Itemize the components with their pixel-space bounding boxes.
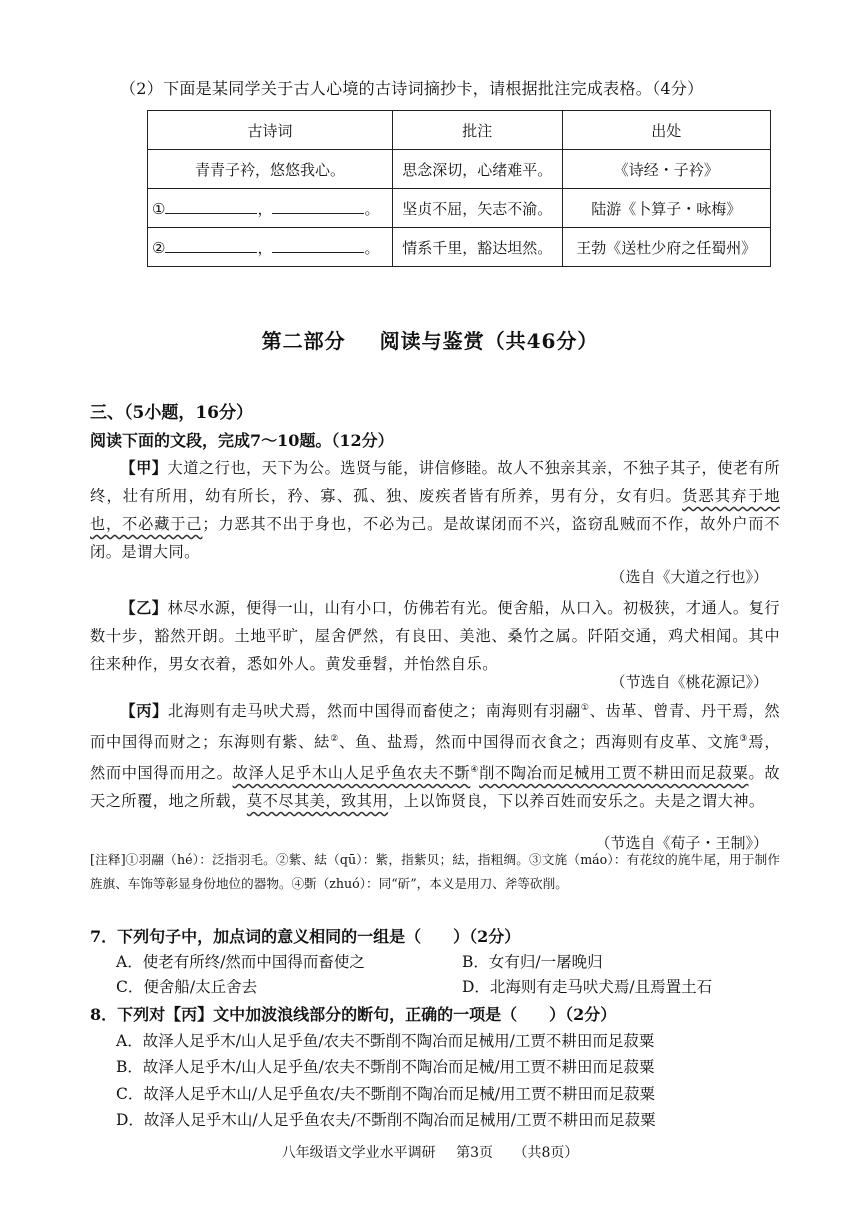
section-heading: 三、（5小题，16分） xyxy=(90,403,253,423)
table-row xyxy=(148,189,771,228)
footnote-mark: ③ xyxy=(739,734,749,745)
passage-jia xyxy=(90,454,780,566)
passage-yi xyxy=(90,594,780,678)
answer-blank[interactable] xyxy=(165,199,257,214)
page-footer xyxy=(0,1142,860,1162)
q7-option-c[interactable]: C．便舍船/太丘舍去 xyxy=(116,978,258,996)
part-title xyxy=(0,325,860,354)
q7-option-b[interactable]: B．女有归/一屠晚归 xyxy=(462,953,603,971)
note-cell: 情系千里，豁达坦然。 xyxy=(393,228,563,267)
passage-text: 大道之行也，天下为公。选贤与能，讲信修睦。故人不独亲其亲，不独子其子，使老有所终，壮有所用，幼有所长，矜、寡、孤、独、废疾者皆有所养，男有分，女有归。 xyxy=(90,459,781,505)
q8-option-a[interactable]: A．故泽人足乎木/山人足乎鱼/农夫不斲削不陶冶而足械用/工贾不耕田而足菽粟 xyxy=(116,1032,655,1050)
answer-blank[interactable] xyxy=(165,238,257,253)
passage-text: ；力恶其不出于身也，不必为己。是故谋闭而不兴，盗窃乱贼而不作，故外户而不闭。是谓大同。 xyxy=(90,515,781,561)
source-cell: 王勃《送杜少府之任蜀州》 xyxy=(562,228,770,267)
blank-end: 。 xyxy=(364,238,380,257)
footnote-mark: ④ xyxy=(470,765,480,776)
note-cell: 思念深切，心绪难平。 xyxy=(393,150,563,189)
q7-option-a[interactable]: A．使老有所终/然而中国得而畜使之 xyxy=(116,953,365,971)
blank-marker: ① xyxy=(152,199,166,218)
passage-text: 、齿革、曾青、丹干焉，然而中国得而财之；东海则有紫、紶 xyxy=(90,702,781,752)
question-2-prompt: （2）下面是某同学关于古人心境的古诗词摘抄卡，请根据批注完成表格。（4分） xyxy=(120,79,704,98)
passage-text: 、鱼、盐焉，然而中国得而衣食之；西海则有皮革、文旄 xyxy=(339,733,740,752)
footnote-mark: ② xyxy=(330,734,340,745)
answer-blank[interactable] xyxy=(272,199,364,214)
passage-text: 焉，然而中国得而用之。 xyxy=(90,733,781,783)
poem-blank-cell[interactable] xyxy=(148,228,393,267)
passage-tag: 【甲】 xyxy=(120,459,168,477)
blank-end: 。 xyxy=(364,199,380,218)
wavy-underline-text: 莫不尽其美，致其用 xyxy=(246,792,389,811)
passage-tag: 【乙】 xyxy=(120,599,168,617)
footnote-mark: ① xyxy=(580,703,590,713)
blank-separator: ， xyxy=(257,199,273,218)
blank-marker: ② xyxy=(152,238,166,257)
passage-source: （选自《大道之行也》） xyxy=(610,568,768,586)
answer-blank[interactable] xyxy=(272,238,364,253)
annotation-notes: [注释]①羽翮（hé）：泛指羽毛。②紫、紶（qū）：紫，指紫贝；紶，指粗绸。③文旄（máo）：有花纹的旄牛尾，用于制作旌旗、车饰等彰显身份地位的器物。④斲（zhuó）：同“斫”，本义是用刀、斧等砍削。 xyxy=(90,852,780,891)
reading-instruction: 阅读下面的文段，完成7～10题。（12分） xyxy=(90,431,394,450)
q8-option-c[interactable]: C．故泽人足乎木山/人足乎鱼农/夫不斲削不陶冶而足械/用工贾不耕田而足菽粟 xyxy=(116,1085,656,1103)
poem-blank-cell[interactable] xyxy=(148,189,393,228)
source-cell: 陆游《卜算子・咏梅》 xyxy=(562,189,770,228)
poem-cell: 青青子衿，悠悠我心。 xyxy=(148,150,393,189)
footer-exam-title: 八年级语文学业水平调研 xyxy=(281,1145,436,1161)
passage-text: 北海则有走马吠犬焉，然而中国得而畜使之；南海则有羽翮 xyxy=(168,702,581,721)
passage-tag: 【丙】 xyxy=(120,702,169,721)
source-cell: 《诗经・子衿》 xyxy=(562,150,770,189)
wavy-underline-text: 故泽人足乎木山人足乎鱼农夫不斲 xyxy=(232,764,471,783)
poem-excerpt-table xyxy=(147,110,771,267)
footer-total-pages: （共8页） xyxy=(513,1145,579,1161)
table-header-row xyxy=(148,111,771,150)
header-poem: 古诗词 xyxy=(148,111,393,150)
q7-option-d[interactable]: D．北海则有走马吠犬焉/且焉置土石 xyxy=(462,978,713,996)
wavy-underline-text: 削不陶冶而足械用工贾不耕田而足菽粟 xyxy=(479,764,749,783)
table-row xyxy=(148,150,771,189)
passage-text: ，上以饰贤良，下以养百姓而安乐之。夫是之谓大神。 xyxy=(388,792,765,811)
passage-source: （节选自《荀子・王制》） xyxy=(595,834,768,852)
table-row xyxy=(148,228,771,267)
q8-option-b[interactable]: B．故泽人足乎木/山人足乎鱼/农夫不斲削不陶冶而足械/用工贾不耕田而足菽粟 xyxy=(116,1058,655,1076)
header-source: 出处 xyxy=(562,111,770,150)
part-title-number: 第二部分 xyxy=(261,329,346,353)
question-7-stem: 7．下列句子中，加点词的意义相同的一组是（ ）（2分） xyxy=(90,927,521,946)
wavy-underline-text: 货恶其弃于地也，不必藏于己 xyxy=(90,487,781,533)
passage-bing xyxy=(90,694,780,815)
question-8-stem: 8．下列对【丙】文中加波浪线部分的断句，正确的一项是（ ）（2分） xyxy=(90,1005,617,1024)
passage-text: 。故天之所覆，地之所载， xyxy=(90,764,781,811)
passage-text: 林尽水源，便得一山，山有小口，仿佛若有光。便舍船，从口入。初极狭，才通人。复行数十步，豁然开朗。土地平旷，屋舍俨然，有良田、美池、桑竹之属。阡陌交通，鸡犬相闻。其中往来种作，男女衣着，悉如外人。黄发垂髫，并怡然自乐。 xyxy=(90,599,781,673)
q8-option-d[interactable]: D．故泽人足乎木山/人足乎鱼农夫/不斲削不陶冶而足械用/工贾不耕田而足菽粟 xyxy=(116,1111,656,1129)
part-title-name: 阅读与鉴赏（共46分） xyxy=(379,329,599,353)
note-cell: 坚贞不屈，矢志不渝。 xyxy=(393,189,563,228)
footer-page-number: 第3页 xyxy=(456,1145,493,1161)
blank-separator: ， xyxy=(257,238,273,257)
header-note: 批注 xyxy=(393,111,563,150)
passage-source: （节选自《桃花源记》） xyxy=(610,673,768,691)
